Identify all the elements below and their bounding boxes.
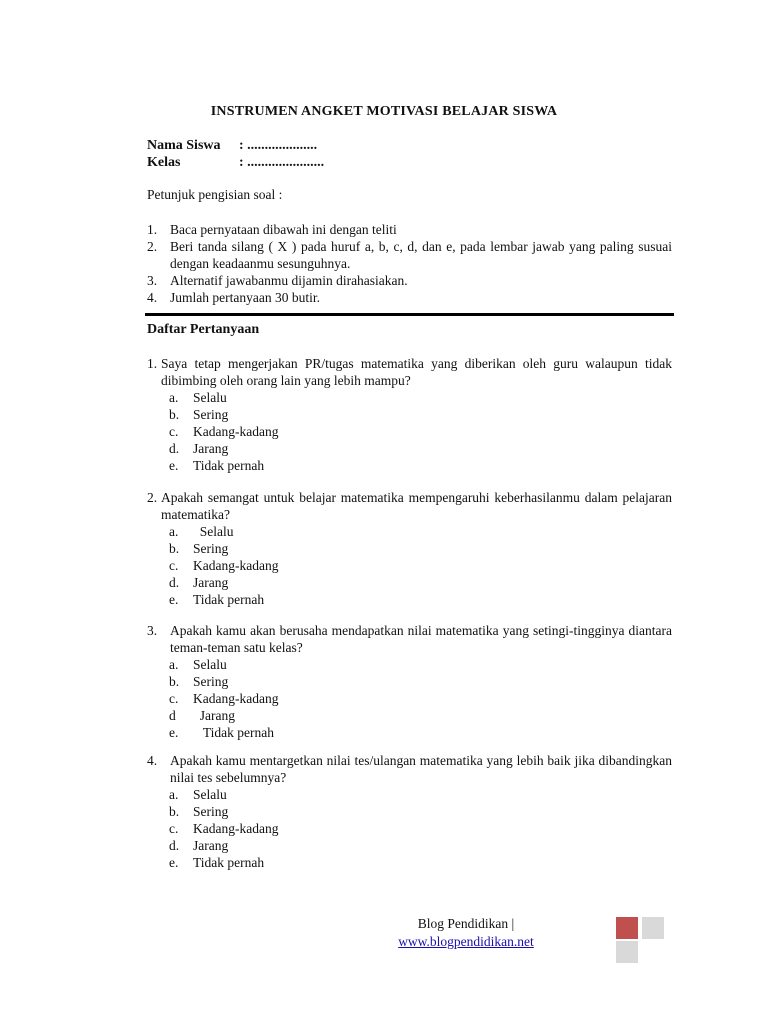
option-item[interactable] (169, 523, 672, 540)
instruction-number: 2. (147, 239, 158, 254)
option-text: Sering (193, 541, 229, 556)
option-text: Selalu (193, 390, 227, 405)
option-letter: d. (169, 575, 180, 590)
option-text: Selalu (193, 524, 234, 539)
option-item[interactable] (169, 690, 672, 707)
option-item[interactable] (169, 440, 672, 457)
option-item[interactable] (169, 820, 672, 837)
instruction-number: 1. (147, 222, 158, 237)
question-number: 1. (147, 356, 158, 371)
option-item[interactable] (169, 707, 672, 724)
option-text: Jarang (193, 708, 235, 723)
option-text: Tidak pernah (193, 592, 265, 607)
question-block (147, 752, 672, 871)
instruction-text: Baca pernyataan dibawah ini dengan teliti (170, 222, 397, 237)
document-title: INSTRUMEN ANGKET MOTIVASI BELAJAR SISWA (210, 104, 558, 119)
option-letter: d. (169, 838, 180, 853)
option-text: Kadang-kadang (193, 424, 279, 439)
option-letter: e. (169, 725, 179, 740)
option-text: Jarang (193, 441, 229, 456)
option-text: Kadang-kadang (193, 821, 279, 836)
instruction-number: 3. (147, 273, 158, 288)
question-block (147, 622, 672, 741)
option-text: Kadang-kadang (193, 558, 279, 573)
logo-red-square (616, 917, 638, 939)
option-letter: c. (169, 424, 179, 439)
option-letter: a. (169, 787, 179, 802)
option-text: Sering (193, 804, 229, 819)
option-letter: b. (169, 407, 180, 422)
option-text: Selalu (193, 787, 227, 802)
option-text: Jarang (193, 575, 229, 590)
option-item[interactable] (169, 837, 672, 854)
option-item[interactable] (169, 406, 672, 423)
option-text: Tidak pernah (193, 725, 274, 740)
option-letter: a. (169, 390, 179, 405)
logo-gray-square (616, 941, 638, 963)
option-text: Kadang-kadang (193, 691, 279, 706)
question-text: Apakah kamu akan berusaha mendapatkan nilai matematika yang setingi-tingginya diantara teman-teman satu kelas? (170, 623, 672, 655)
instruction-item (147, 272, 672, 289)
option-letter: e. (169, 458, 179, 473)
option-letter: d (169, 708, 176, 723)
option-item[interactable] (169, 457, 672, 474)
name-field-row (147, 138, 317, 154)
instruction-text: Beri tanda silang ( X ) pada huruf a, b, c, d, dan e, pada lembar jawab yang paling susuai dengan keadaanmu sesunguhnya. (170, 239, 672, 271)
option-item[interactable] (169, 557, 672, 574)
footer (386, 915, 546, 951)
option-list (169, 389, 672, 474)
option-item[interactable] (169, 724, 672, 741)
instruction-text: Jumlah pertanyaan 30 butir. (170, 290, 320, 305)
instruction-item (147, 289, 672, 306)
question-block (147, 355, 672, 474)
instruction-item (147, 221, 672, 238)
option-item[interactable] (169, 423, 672, 440)
question-text: Apakah kamu mentargetkan nilai tes/ulangan matematika yang lebih baik jika dibandingkan nilai tes sebelumnya? (170, 753, 672, 785)
instruction-item (147, 238, 672, 272)
instructions-heading: Petunjuk pengisian soal : (147, 187, 283, 202)
option-letter: c. (169, 821, 179, 836)
section-divider (145, 313, 674, 316)
option-text: Tidak pernah (193, 855, 265, 870)
option-item[interactable] (169, 389, 672, 406)
instruction-text: Alternatif jawabanmu dijamin dirahasiakan. (170, 273, 408, 288)
name-value: : .................... (239, 138, 318, 153)
question-text: Apakah semangat untuk belajar matematika mempengaruhi keberhasilanmu dalam pelajaran matematika? (161, 490, 672, 522)
option-letter: c. (169, 691, 179, 706)
class-field-row (147, 155, 324, 171)
option-item[interactable] (169, 540, 672, 557)
question-block (147, 489, 672, 608)
option-text: Sering (193, 407, 229, 422)
option-item[interactable] (169, 854, 672, 871)
class-value: : ...................... (239, 155, 325, 170)
option-text: Selalu (193, 657, 227, 672)
question-number: 3. (147, 623, 158, 638)
option-text: Tidak pernah (193, 458, 265, 473)
option-list (169, 786, 672, 871)
class-label: Kelas (147, 155, 181, 170)
option-text: Sering (193, 674, 229, 689)
option-list (169, 656, 672, 741)
instruction-number: 4. (147, 290, 158, 305)
option-letter: b. (169, 541, 180, 556)
question-number: 2. (147, 490, 158, 505)
option-item[interactable] (169, 803, 672, 820)
option-item[interactable] (169, 574, 672, 591)
option-item[interactable] (169, 591, 672, 608)
name-label: Nama Siswa (147, 138, 221, 153)
option-text: Jarang (193, 838, 229, 853)
option-item[interactable] (169, 656, 672, 673)
option-list (169, 523, 672, 608)
question-number: 4. (147, 753, 158, 768)
option-letter: e. (169, 855, 179, 870)
footer-link[interactable]: www.blogpendidikan.net (398, 934, 534, 949)
section-title: Daftar Pertanyaan (147, 322, 260, 337)
option-letter: d. (169, 441, 180, 456)
option-letter: a. (169, 524, 179, 539)
option-letter: a. (169, 657, 179, 672)
footer-blog-name: Blog Pendidikan | (417, 916, 515, 931)
option-item[interactable] (169, 786, 672, 803)
logo-gray-square (642, 917, 664, 939)
option-letter: e. (169, 592, 179, 607)
option-letter: c. (169, 558, 179, 573)
option-letter: b. (169, 674, 180, 689)
option-item[interactable] (169, 673, 672, 690)
option-letter: b. (169, 804, 180, 819)
question-text: Saya tetap mengerjakan PR/tugas matematika yang diberikan oleh guru walaupun tidak dibimbing oleh orang lain yang lebih mampu? (161, 356, 672, 388)
